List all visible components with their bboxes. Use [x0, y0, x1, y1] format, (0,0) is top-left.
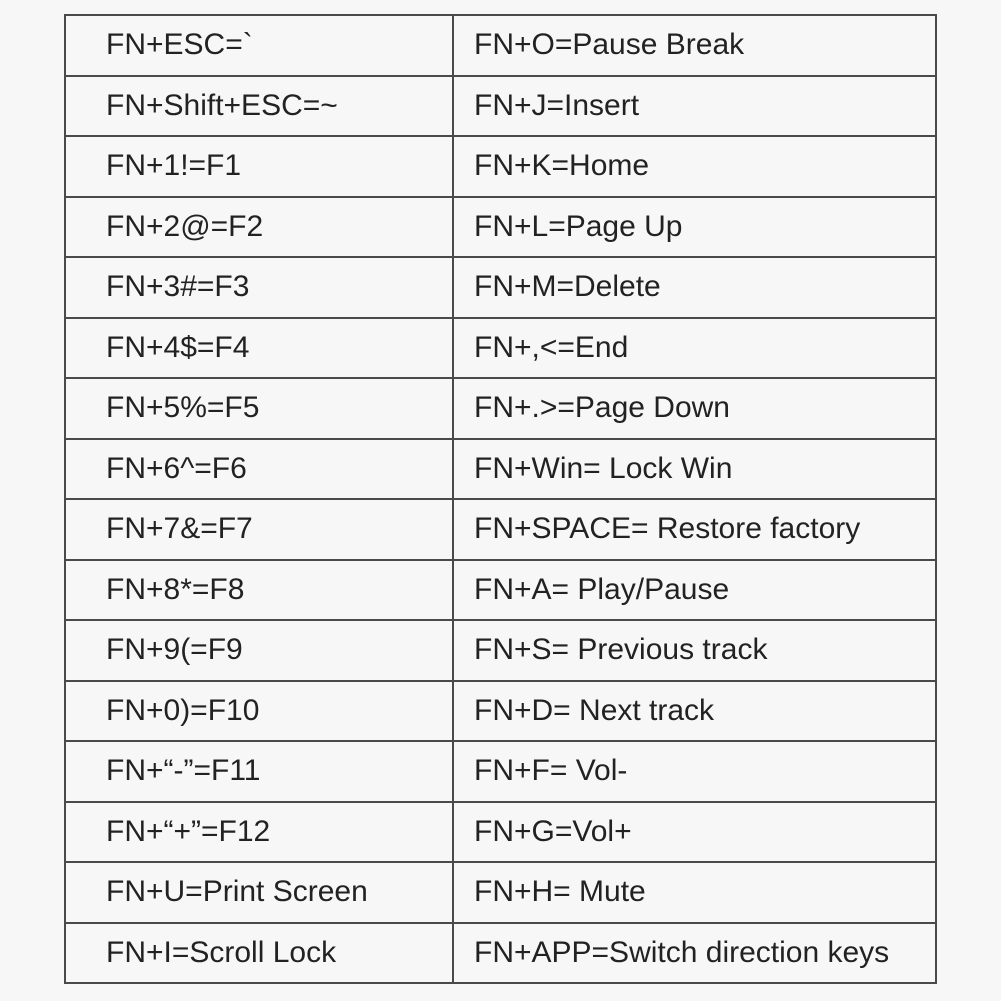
shortcut-cell-right: FN+J=Insert: [453, 76, 936, 137]
shortcut-cell-left: FN+U=Print Screen: [65, 862, 453, 923]
shortcut-cell-right: FN+K=Home: [453, 136, 936, 197]
table-row: [65, 802, 936, 863]
table-row: [65, 378, 936, 439]
shortcut-cell-left: FN+6^=F6: [65, 439, 453, 500]
shortcut-cell-right: FN+D= Next track: [453, 681, 936, 742]
shortcut-cell-left: FN+4$=F4: [65, 318, 453, 379]
shortcut-cell-right: FN+,<=End: [453, 318, 936, 379]
shortcut-cell-right: FN+SPACE= Restore factory: [453, 499, 936, 560]
shortcut-cell-right: FN+M=Delete: [453, 257, 936, 318]
table-row: [65, 439, 936, 500]
shortcut-cell-left: FN+2@=F2: [65, 197, 453, 258]
table-row: [65, 681, 936, 742]
shortcut-cell-left: FN+ESC=`: [65, 15, 453, 76]
shortcut-cell-left: FN+Shift+ESC=~: [65, 76, 453, 137]
table-row: [65, 76, 936, 137]
shortcut-cell-right: FN+L=Page Up: [453, 197, 936, 258]
table-row: [65, 257, 936, 318]
shortcut-cell-right: FN+S= Previous track: [453, 620, 936, 681]
shortcut-cell-left: FN+9(=F9: [65, 620, 453, 681]
shortcut-cell-left: FN+3#=F3: [65, 257, 453, 318]
shortcut-cell-left: FN+I=Scroll Lock: [65, 923, 453, 984]
shortcut-cell-left: FN+5%=F5: [65, 378, 453, 439]
shortcut-cell-right: FN+APP=Switch direction keys: [453, 923, 936, 984]
table-row: [65, 620, 936, 681]
shortcut-cell-right: FN+Win= Lock Win: [453, 439, 936, 500]
shortcut-cell-right: FN+A= Play/Pause: [453, 560, 936, 621]
table-row: [65, 560, 936, 621]
table-row: [65, 318, 936, 379]
table-row: [65, 499, 936, 560]
table-row: [65, 862, 936, 923]
table-row: [65, 136, 936, 197]
shortcut-table-container: [64, 14, 937, 984]
shortcut-cell-left: FN+7&=F7: [65, 499, 453, 560]
shortcut-cell-right: FN+.>=Page Down: [453, 378, 936, 439]
shortcut-cell-right: FN+O=Pause Break: [453, 15, 936, 76]
shortcut-cell-right: FN+G=Vol+: [453, 802, 936, 863]
shortcut-table-body: [65, 15, 936, 983]
shortcut-cell-left: FN+1!=F1: [65, 136, 453, 197]
shortcut-cell-left: FN+8*=F8: [65, 560, 453, 621]
table-row: [65, 923, 936, 984]
shortcut-cell-left: FN+“+”=F12: [65, 802, 453, 863]
shortcut-cell-left: FN+“-”=F11: [65, 741, 453, 802]
table-row: [65, 741, 936, 802]
table-row: [65, 197, 936, 258]
table-row: [65, 15, 936, 76]
shortcut-cell-right: FN+F= Vol-: [453, 741, 936, 802]
fn-shortcut-table: [64, 14, 937, 984]
shortcut-cell-left: FN+0)=F10: [65, 681, 453, 742]
shortcut-cell-right: FN+H= Mute: [453, 862, 936, 923]
